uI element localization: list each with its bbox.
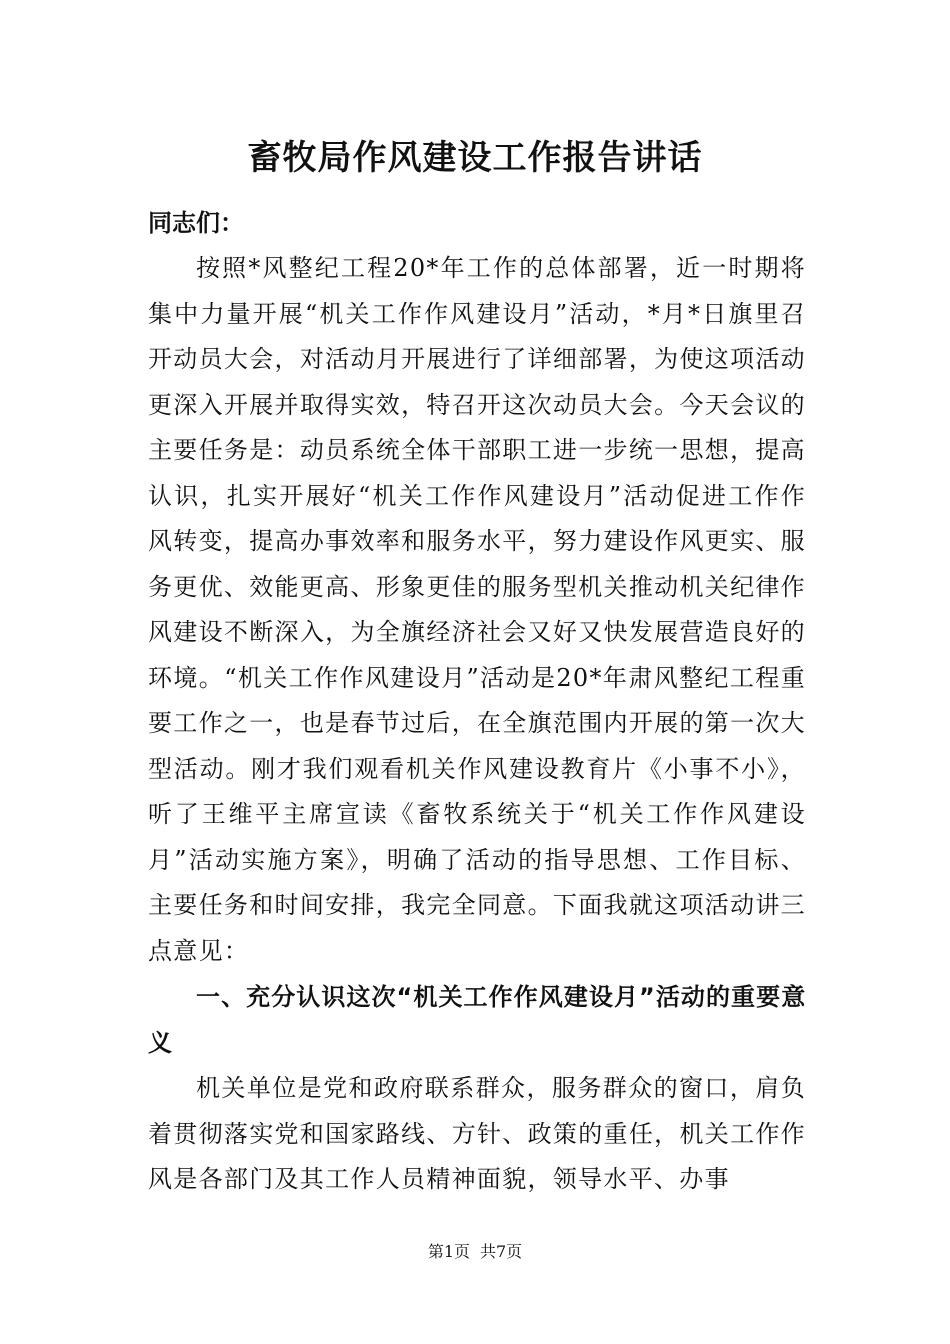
section-heading: 一、充分认识这次“机关工作作风建设月”活动的重要意义 <box>148 983 806 1057</box>
body-paragraph: 按照*风整纪工程20*年工作的总体部署，近一时期将集中力量开展“机关工作作风建设月”活动，*月*日旗里召开动员大会，对活动月开展进行了详细部署，为使这项活动更深入开展并取得实效，特召开这次动员大会。今天会议的主要任务是：动员系统全体干部职工进一步统一思想，提高认识，扎实开展好“机关工作作风建设月”活动促进工作作风转变，提高办事效率和服务水平，努力建设作风更实、服务更优、效能更高、形象更佳的服务型机关推动机关纪律作风建设不断深入，为全旗经济社会又好又快发展营造良好的环境。“机关工作作风建设月”活动是20*年肃风整纪工程重要工作之一，也是春节过后，在全旗范围内开展的第一次大型活动。刚才我们观看机关作风建设教育片《小事不小》，听了王维平主席宣读《畜牧系统关于“机关工作作风建设月”活动实施方案》，明确了活动的指导思想、工作目标、主要任务和时间安排，我完全同意。下面我就这项活动讲三点意见： <box>148 254 806 965</box>
body-paragraph: 机关单位是党和政府联系群众，服务群众的窗口，肩负着贯彻落实党和国家路线、方针、政策的重任，机关工作作风是各部门及其工作人员精神面貌，领导水平、办事 <box>148 1074 806 1193</box>
document-title: 畜牧局作风建设工作报告讲话 <box>247 138 703 178</box>
page-footer <box>0 1240 950 1264</box>
salutation: 同志们： <box>148 209 244 237</box>
page-number: 第1页 <box>427 1242 470 1261</box>
document-body <box>148 246 806 1203</box>
page-total: 共7页 <box>480 1242 523 1261</box>
